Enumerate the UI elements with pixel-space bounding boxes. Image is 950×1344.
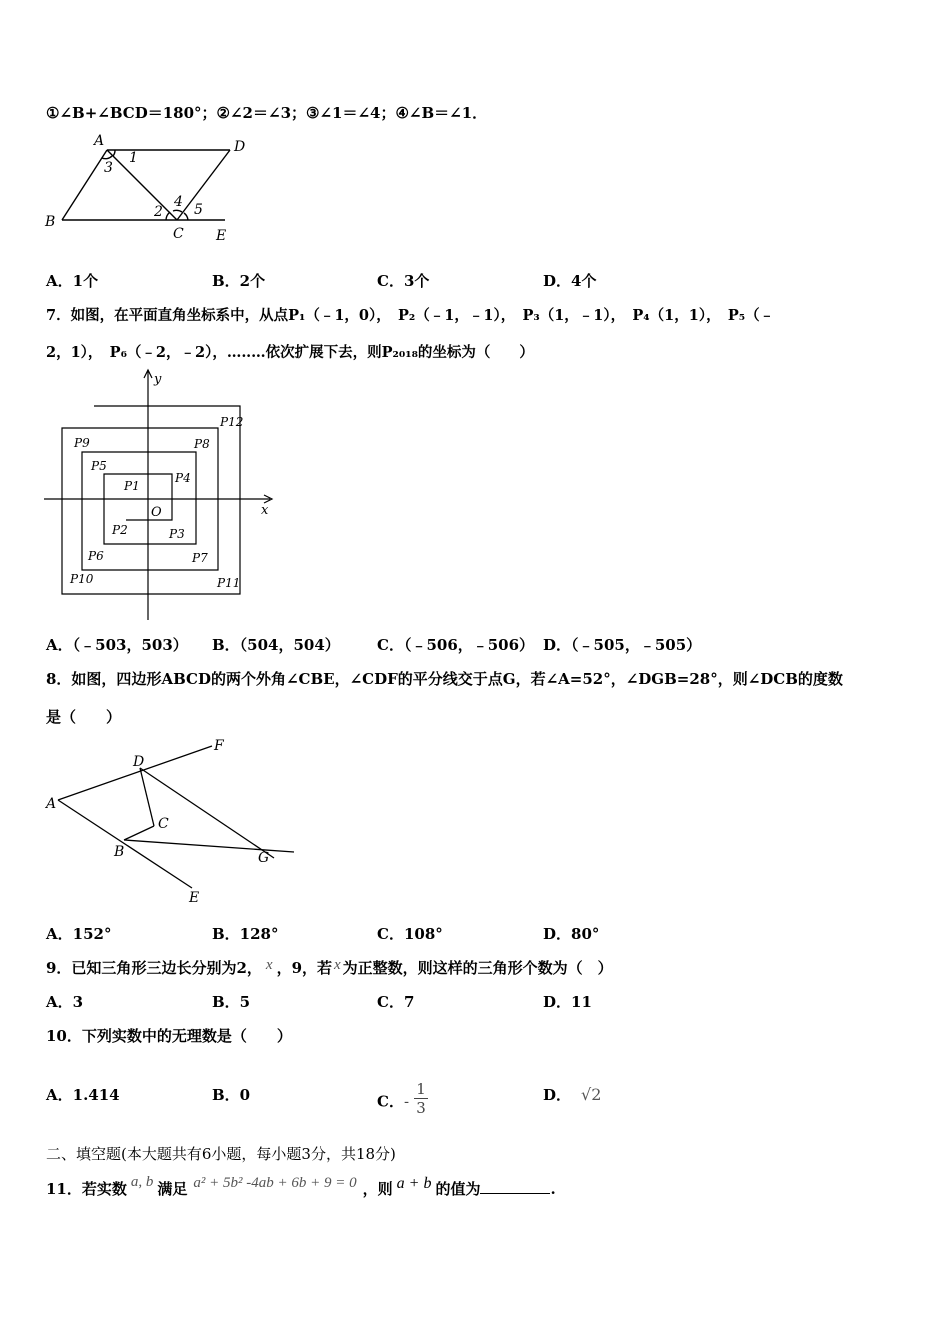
q11-text-b: 满足 bbox=[157, 1180, 188, 1198]
q7-option-a[interactable]: A．（﹣503，503） bbox=[46, 636, 188, 654]
q6-label-D: D bbox=[234, 139, 246, 155]
q10-question: 10．下列实数中的无理数是（ ） bbox=[46, 1027, 292, 1045]
q9-option-c[interactable]: C．7 bbox=[377, 993, 415, 1011]
q6-label-E: E bbox=[216, 228, 227, 244]
section-2-title: 二、填空题(本大题共有6小题，每小题3分，共18分) bbox=[46, 1145, 396, 1163]
q10-option-d-sqrt: √2 bbox=[581, 1085, 602, 1104]
q8-figure bbox=[44, 734, 300, 906]
q6-option-a[interactable]: A．1个 bbox=[46, 272, 99, 290]
q7-label-P2: P2 bbox=[112, 523, 128, 537]
q9-text-b: ，9，若 bbox=[276, 959, 332, 977]
q8-label-D: D bbox=[133, 754, 145, 770]
q9-var-x2: x bbox=[334, 957, 341, 973]
q11-text-d: 的值为 bbox=[435, 1180, 481, 1198]
q7-label-P8: P8 bbox=[194, 437, 210, 451]
q7-label-P10: P10 bbox=[70, 572, 94, 586]
q8-label-C: C bbox=[158, 816, 169, 832]
q6-label-1: 1 bbox=[129, 150, 138, 166]
q6-option-b[interactable]: B．2个 bbox=[212, 272, 266, 290]
q7-label-P9: P9 bbox=[74, 436, 90, 450]
q8-label-E: E bbox=[189, 890, 200, 906]
q10-option-c-label: C． bbox=[377, 1092, 404, 1111]
q7-label-y: y bbox=[154, 372, 162, 387]
q10-fraction-numerator: 1 bbox=[416, 1080, 426, 1098]
q9-text-a: 9．已知三角形三边长分别为2， bbox=[46, 959, 262, 977]
q8-option-b[interactable]: B．128° bbox=[212, 925, 279, 943]
q11-answer-blank[interactable] bbox=[480, 1179, 550, 1194]
q9-option-d[interactable]: D．11 bbox=[543, 993, 592, 1011]
q8-question-line2: 是（ ） bbox=[46, 708, 122, 726]
q7-question-line1: 7．如图，在平面直角坐标系中，从点P₁（﹣1，0）， P₂（﹣1，﹣1）， P₃（1，﹣1）， P₄（1，1）， P₅（﹣ bbox=[46, 307, 775, 324]
q7-label-P3: P3 bbox=[169, 527, 185, 541]
q10-fraction-denominator: 3 bbox=[416, 1099, 426, 1117]
q9-option-b[interactable]: B．5 bbox=[212, 993, 251, 1011]
q6-label-3: 3 bbox=[104, 160, 113, 176]
q10-option-b[interactable]: B．0 bbox=[212, 1086, 251, 1104]
q8-question-line1: 8．如图，四边形ABCD的两个外角∠CBE，∠CDF的平分线交于点G，若∠A=52°，∠DGB=28°，则∠DCB的度数 bbox=[46, 670, 843, 688]
q7-option-c[interactable]: C．（﹣506，﹣506） bbox=[377, 636, 535, 654]
q8-label-G: G bbox=[258, 850, 270, 866]
q10-option-c-sign: - bbox=[403, 1092, 410, 1111]
q7-label-P11: P11 bbox=[217, 576, 241, 590]
q9-var-x1: x bbox=[265, 957, 273, 973]
q11-vars: a, b bbox=[130, 1174, 154, 1190]
q7-label-P1: P1 bbox=[124, 479, 140, 493]
q9-question bbox=[46, 957, 613, 978]
q8-label-A: A bbox=[46, 796, 57, 812]
q7-question-line2: 2，1）， P₆（﹣2，﹣2），…‥…依次扩展下去，则P₂₀₁₈的坐标为（ ） bbox=[46, 344, 534, 361]
q8-label-B: B bbox=[114, 844, 125, 860]
q10-option-d-label: D． bbox=[543, 1086, 572, 1104]
q9-option-a[interactable]: A．3 bbox=[46, 993, 84, 1011]
q7-option-d[interactable]: D．（﹣505，﹣505） bbox=[543, 636, 702, 654]
q8-label-F: F bbox=[214, 738, 224, 754]
q6-label-C: C bbox=[173, 226, 184, 242]
q7-option-b[interactable]: B．（504，504） bbox=[212, 636, 340, 654]
q8-option-d[interactable]: D．80° bbox=[543, 925, 600, 943]
q10-option-a[interactable]: A．1.414 bbox=[46, 1086, 120, 1104]
q7-label-x: x bbox=[261, 503, 269, 518]
q7-figure bbox=[44, 368, 280, 620]
q11-text-c: ，则 bbox=[362, 1180, 393, 1198]
q6-statements: ①∠B+∠BCD＝180°；②∠2＝∠3；③∠1＝∠4；④∠B＝∠1． bbox=[46, 104, 488, 122]
q7-label-P6: P6 bbox=[88, 549, 104, 563]
q11-text-e: . bbox=[550, 1180, 556, 1198]
q6-label-5: 5 bbox=[194, 202, 203, 218]
q11-expr: a + b bbox=[396, 1175, 432, 1192]
q6-figure bbox=[40, 132, 260, 244]
q7-label-P5: P5 bbox=[91, 459, 107, 473]
q7-label-O: O bbox=[151, 505, 162, 520]
q10-option-c[interactable] bbox=[377, 1080, 428, 1121]
q11-equation: a² + 5b² -4ab + 6b + 9 = 0 bbox=[193, 1175, 357, 1191]
q7-label-P4: P4 bbox=[175, 471, 191, 485]
q6-label-4: 4 bbox=[174, 194, 183, 210]
q8-option-a[interactable]: A．152° bbox=[46, 925, 112, 943]
q11-question bbox=[46, 1174, 556, 1199]
q6-option-c[interactable]: C．3个 bbox=[377, 272, 430, 290]
q10-option-d[interactable] bbox=[543, 1084, 601, 1105]
q6-label-B: B bbox=[45, 214, 56, 230]
q6-label-2: 2 bbox=[154, 204, 163, 220]
q6-option-d[interactable]: D．4个 bbox=[543, 272, 597, 290]
q10-option-c-fraction bbox=[414, 1080, 428, 1117]
q8-option-c[interactable]: C．108° bbox=[377, 925, 443, 943]
q11-text-a: 11．若实数 bbox=[46, 1180, 127, 1198]
q9-text-c: 为正整数，则这样的三角形个数为（ ） bbox=[342, 959, 613, 977]
q7-label-P7: P7 bbox=[192, 551, 208, 565]
q7-label-P12: P12 bbox=[220, 415, 244, 429]
q6-label-A: A bbox=[94, 133, 105, 149]
